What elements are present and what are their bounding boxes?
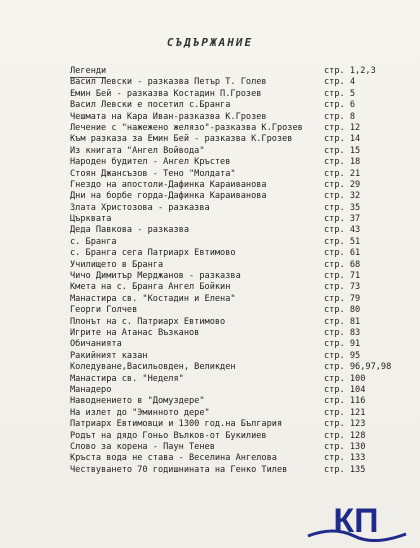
toc-row xyxy=(70,77,390,88)
table-of-contents xyxy=(70,66,390,476)
toc-entry-page: стр. 80 xyxy=(324,305,361,316)
toc-entry-title: Васил Левски - разказва Петър Т. Голев xyxy=(70,77,267,88)
toc-row xyxy=(70,123,390,134)
toc-entry-title: Обичанията xyxy=(70,339,122,350)
toc-entry-title: Злата Христозова - разказва xyxy=(70,202,210,213)
toc-entry-page: стр. 96,97,98 xyxy=(324,362,392,373)
toc-row xyxy=(70,260,390,271)
toc-entry-title: Наводнението в "Домуздере" xyxy=(70,396,205,407)
toc-entry-title: Чешмата на Кара Иван-разказва К.Грозев xyxy=(70,111,267,122)
toc-entry-page: стр. 5 xyxy=(324,88,356,99)
toc-entry-title: Васил Левски е посетил с.Бранга xyxy=(70,100,231,111)
toc-entry-page: стр. 18 xyxy=(324,157,361,168)
toc-row xyxy=(70,294,390,305)
toc-entry-title: Лечение с "нажежено желязо"-разказва К.Грозев xyxy=(70,122,303,133)
toc-row xyxy=(70,112,390,123)
toc-entry-page: стр. 128 xyxy=(324,430,366,441)
toc-row xyxy=(70,134,390,145)
toc-entry-page: стр. 29 xyxy=(324,179,361,190)
toc-entry-title: Стоян Джансъзов - Тено "Молдата" xyxy=(70,168,236,179)
toc-row xyxy=(70,100,390,111)
toc-entry-title: Слово за корена - Паун Тенев xyxy=(70,441,215,452)
toc-entry-page: стр. 15 xyxy=(324,145,361,156)
toc-entry-page: стр. 130 xyxy=(324,441,366,452)
toc-entry-page: стр. 73 xyxy=(324,282,361,293)
toc-entry-page: стр. 43 xyxy=(324,225,361,236)
toc-entry-page: стр. 116 xyxy=(324,396,366,407)
toc-row xyxy=(70,203,390,214)
page-title: СЪДЪРЖАНИЕ xyxy=(166,36,254,49)
toc-entry-page: стр. 12 xyxy=(324,122,361,133)
toc-entry-page: стр. 100 xyxy=(324,373,366,384)
toc-row xyxy=(70,396,390,407)
toc-entry-page: стр. 1,2,3 xyxy=(324,66,376,76)
toc-row xyxy=(70,180,390,191)
toc-entry-page: стр. 6 xyxy=(324,100,356,111)
toc-entry-title: Чествуването 70 годишнината на Генко Тилев xyxy=(70,464,288,475)
toc-entry-title: Легенди xyxy=(70,66,106,78)
toc-entry-title: Дни на борбе горда-Дафинка Караиванова xyxy=(70,191,267,202)
toc-entry-page: стр. 135 xyxy=(324,464,366,475)
toc-entry-page: стр. 79 xyxy=(324,293,361,304)
toc-entry-title: Из книгата "Ангел Войвода" xyxy=(70,145,205,156)
toc-entry-page: стр. 21 xyxy=(324,168,361,179)
toc-entry-title: с. Бранга сега Патриарх Евтимово xyxy=(70,248,236,259)
toc-row xyxy=(70,191,390,202)
toc-row xyxy=(70,328,390,339)
logo-text: КП xyxy=(333,502,379,540)
toc-entry-page: стр. 133 xyxy=(324,453,366,464)
toc-entry-title: Кръста вода не става - Веселина Ангелова xyxy=(70,453,277,464)
toc-row xyxy=(70,442,390,453)
toc-entry-title: Плонът на с. Патриарх Евтимово xyxy=(70,316,226,327)
toc-entry-title: Георги Голчев xyxy=(70,305,138,316)
toc-entry-page: стр. 91 xyxy=(324,339,361,350)
toc-entry-title: Игрите на Атанас Възканов xyxy=(70,327,200,338)
toc-entry-page: стр. 83 xyxy=(324,327,361,338)
toc-row xyxy=(70,465,390,476)
toc-entry-title: Училището в Бранга xyxy=(70,259,164,270)
toc-entry-page: стр. 51 xyxy=(324,236,361,247)
toc-row xyxy=(70,339,390,350)
toc-entry-page: стр. 121 xyxy=(324,407,366,418)
kp-logo xyxy=(304,496,410,542)
toc-entry-title: Църквата xyxy=(70,214,112,225)
toc-row xyxy=(70,66,390,77)
toc-row xyxy=(70,453,390,464)
toc-entry-title: Родът на дядо Гоньо Вълков-от Букилиев xyxy=(70,430,267,441)
toc-row xyxy=(70,374,390,385)
toc-entry-title: Коледуване,Васильовден, Великден xyxy=(70,362,236,373)
toc-row xyxy=(70,271,390,282)
toc-entry-title: Манадеро xyxy=(70,384,112,395)
toc-entry-page: стр. 81 xyxy=(324,316,361,327)
toc-entry-title: Патриарх Евтимовци и 1300 год.на България xyxy=(70,419,283,430)
toc-row xyxy=(70,89,390,100)
toc-row xyxy=(70,237,390,248)
toc-row xyxy=(70,385,390,396)
toc-entry-page: стр. 104 xyxy=(324,384,366,395)
toc-entry-title: На излет до "Эминното дере" xyxy=(70,407,210,418)
toc-entry-page: стр. 35 xyxy=(324,202,361,213)
toc-row xyxy=(70,431,390,442)
toc-entry-page: стр. 32 xyxy=(324,191,361,202)
toc-row xyxy=(70,248,390,259)
toc-row xyxy=(70,157,390,168)
toc-entry-page: стр. 95 xyxy=(324,350,361,361)
toc-entry-title: Чичо Димитър Мерджанов - разказва xyxy=(70,271,241,282)
toc-entry-title: Гнездо на апостоли-Дафинка Караиванова xyxy=(70,179,267,190)
toc-row xyxy=(70,169,390,180)
toc-entry-title: Кмета на с. Бранга Ангел Бойкин xyxy=(70,282,231,293)
toc-entry-page: стр. 68 xyxy=(324,259,361,270)
toc-row xyxy=(70,282,390,293)
toc-row xyxy=(70,305,390,316)
toc-row xyxy=(70,225,390,236)
toc-entry-page: стр. 37 xyxy=(324,214,361,225)
toc-entry-page: стр. 123 xyxy=(324,419,366,430)
toc-entry-title: Деда Павкова - разказва xyxy=(70,225,189,236)
toc-row xyxy=(70,317,390,328)
toc-row xyxy=(70,408,390,419)
toc-entry-title: с. Бранга xyxy=(70,236,117,247)
toc-row xyxy=(70,351,390,362)
toc-entry-page: стр. 4 xyxy=(324,77,356,88)
toc-row xyxy=(70,214,390,225)
toc-entry-title: Манастира св. "Костадин и Елена" xyxy=(70,293,236,304)
toc-entry-page: стр. 14 xyxy=(324,134,361,145)
toc-entry-page: стр. 8 xyxy=(324,111,356,122)
toc-entry-title: Манастира св. "Неделя" xyxy=(70,373,184,384)
toc-entry-title: Към разказа за Емин Бей - разказва К.Грозев xyxy=(70,134,293,145)
toc-entry-title: Емин Бей - разказва Костадин П.Грозев xyxy=(70,88,262,99)
toc-entry-title: Ракийният казан xyxy=(70,350,148,361)
toc-row xyxy=(70,419,390,430)
toc-row xyxy=(70,362,390,373)
toc-entry-page: стр. 71 xyxy=(324,271,361,282)
toc-row xyxy=(70,146,390,157)
toc-entry-page: стр. 61 xyxy=(324,248,361,259)
toc-entry-title: Народен будител - Ангел Кръстев xyxy=(70,157,231,168)
